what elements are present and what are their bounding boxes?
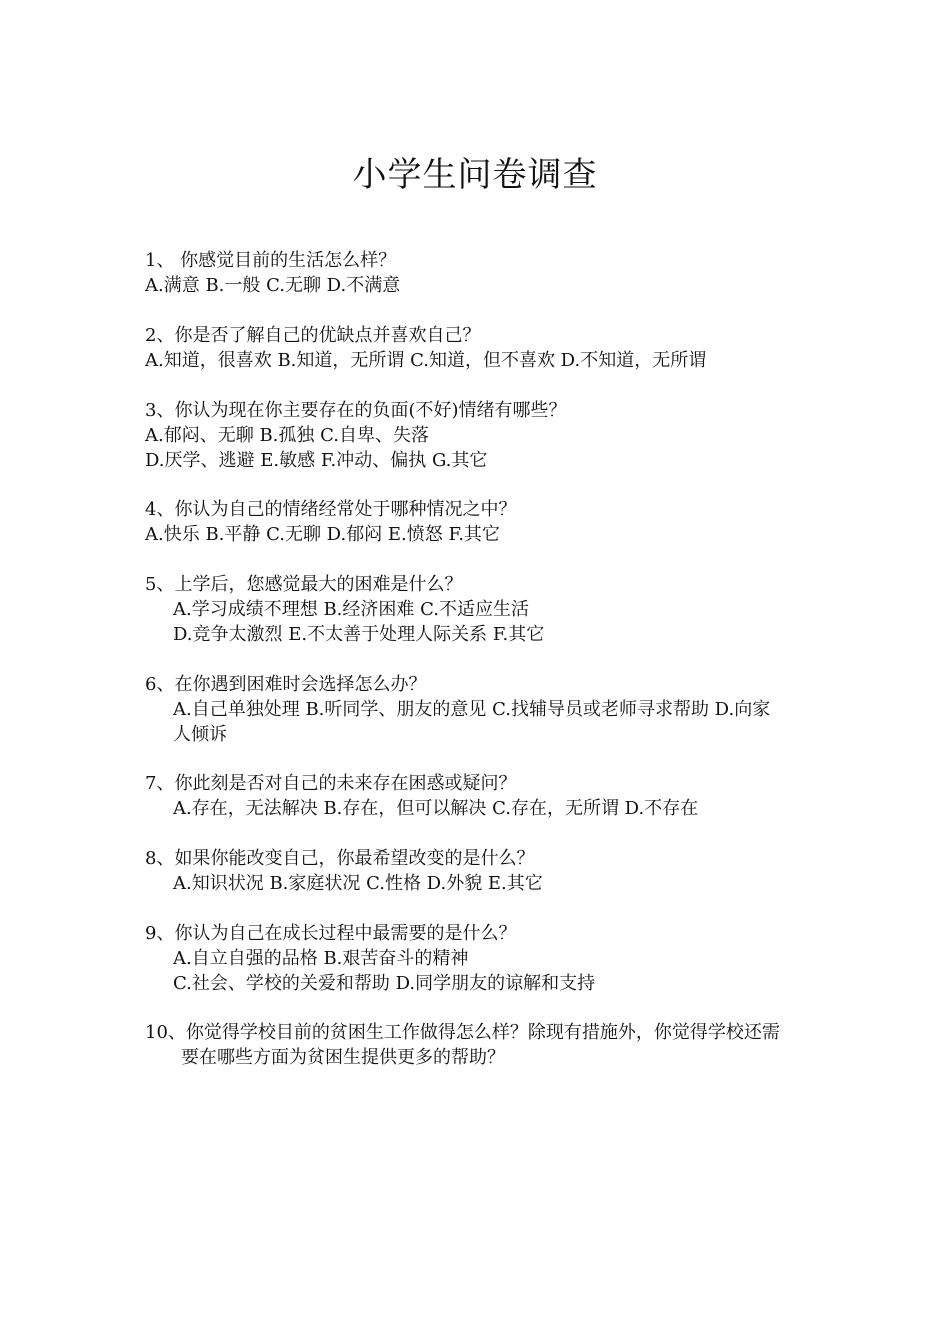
question-2-options: A.知道，很喜欢 B.知道，无所谓 C.知道，但不喜欢 D.不知道，无所谓 bbox=[145, 350, 707, 371]
question-3-options-line-2: D.厌学、逃避 E.敏感 F.冲动、偏执 G.其它 bbox=[145, 450, 488, 471]
question-4-options: A.快乐 B.平静 C.无聊 D.郁闷 E.愤怒 F.其它 bbox=[145, 524, 500, 545]
question-5-options-line-1: A.学习成绩不理想 B.经济困难 C.不适应生活 bbox=[173, 599, 529, 620]
question-3-options-line-1: A.郁闷、无聊 B.孤独 C.自卑、失落 bbox=[145, 425, 429, 446]
question-2: 2、你是否了解自己的优缺点并喜欢自己？ bbox=[145, 325, 481, 346]
question-8: 8、如果你能改变自己，你最希望改变的是什么？ bbox=[145, 848, 535, 869]
question-10-continuation: 要在哪些方面为贫困生提供更多的帮助？ bbox=[181, 1047, 505, 1068]
question-5-options-line-2: D.竞争太激烈 E.不太善于处理人际关系 F.其它 bbox=[173, 624, 545, 645]
question-10: 10、你觉得学校目前的贫困生工作做得怎么样？除现有措施外，你觉得学校还需 bbox=[145, 1022, 780, 1043]
question-9-options-line-2: C.社会、学校的关爱和帮助 D.同学朋友的谅解和支持 bbox=[173, 973, 596, 994]
question-1-options: A.满意 B.一般 C.无聊 D.不满意 bbox=[145, 275, 401, 296]
question-6: 6、在你遇到困难时会选择怎么办？ bbox=[145, 674, 427, 695]
question-5: 5、上学后，您感觉最大的困难是什么？ bbox=[145, 574, 463, 595]
question-8-options: A.知识状况 B.家庭状况 C.性格 D.外貌 E.其它 bbox=[173, 873, 543, 894]
question-6-options-line-1: A.自己单独处理 B.听同学、朋友的意见 C.找辅导员或老师寻求帮助 D.向家 bbox=[173, 699, 771, 720]
question-9-options-line-1: A.自立自强的品格 B.艰苦奋斗的精神 bbox=[173, 948, 469, 969]
question-7-options: A.存在，无法解决 B.存在，但可以解决 C.存在，无所谓 D.不存在 bbox=[173, 798, 699, 819]
question-7: 7、你此刻是否对自己的未来存在困惑或疑问？ bbox=[145, 773, 517, 794]
question-4: 4、你认为自己的情绪经常处于哪种情况之中？ bbox=[145, 499, 517, 520]
question-1: 1、 你感觉目前的生活怎么样？ bbox=[145, 250, 397, 271]
question-9: 9、你认为自己在成长过程中最需要的是什么？ bbox=[145, 923, 517, 944]
question-6-options-line-2: 人倾诉 bbox=[173, 724, 227, 745]
page-title: 小学生问卷调查 bbox=[352, 155, 598, 195]
question-3: 3、你认为现在你主要存在的负面(不好)情绪有哪些？ bbox=[145, 400, 567, 421]
